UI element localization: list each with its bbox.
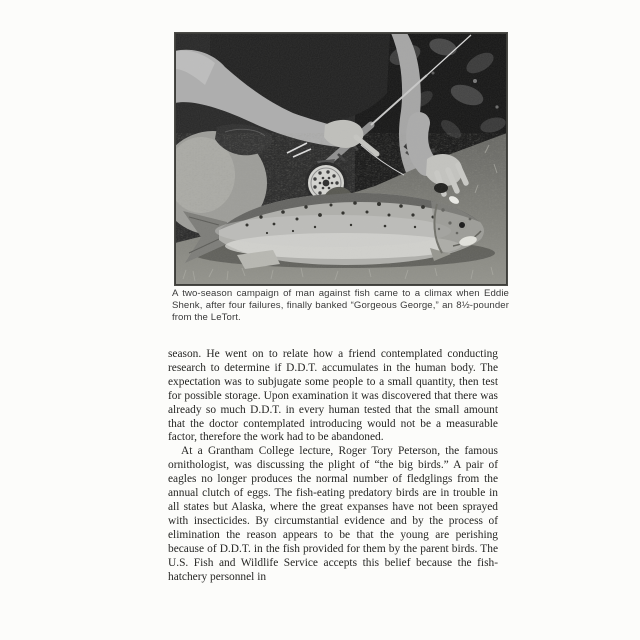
body-paragraph-1: season. He went on to relate how a friend contemplated conducting research to determine if D.D.T. accumulates in the human body. The expectation was to subjugate some people to a small quantity, then test for possible storage. Upon examination it was discovered that there was already so much D.D.T. in every human tested that the small amount that the doctor contemplated introducing would not be a measurable factor, therefore the work had to be abandoned. (168, 348, 498, 444)
photo-illustration (175, 33, 507, 285)
body-text-column (168, 348, 498, 584)
photo-fisherman-with-trout (175, 33, 507, 285)
photo-grain-overlay (175, 33, 507, 285)
photo-caption: A two-season campaign of man against fish came to a climax when Eddie Shenk, after four failures, finally banked “Gorgeous George,” an 8½-pounder from the LeTort. (172, 288, 509, 324)
body-paragraph-2: At a Grantham College lecture, Roger Tory Peterson, the famous ornithologist, was discussing the plight of “the big birds.” A pair of eagles no longer produces the normal number of fledglings from the annual clutch of eggs. The fish-eating predatory birds are in trouble in all states but Alaska, where the great expanses have not been sprayed with insecticides. By circumstantial evidence and by the process of elimination the reason appears to be that the young are perishing because of D.D.T. in the fish provided for them by the parent birds. The U.S. Fish and Wildlife Service accepts this belief because the fish-hatchery personnel in (168, 445, 498, 583)
